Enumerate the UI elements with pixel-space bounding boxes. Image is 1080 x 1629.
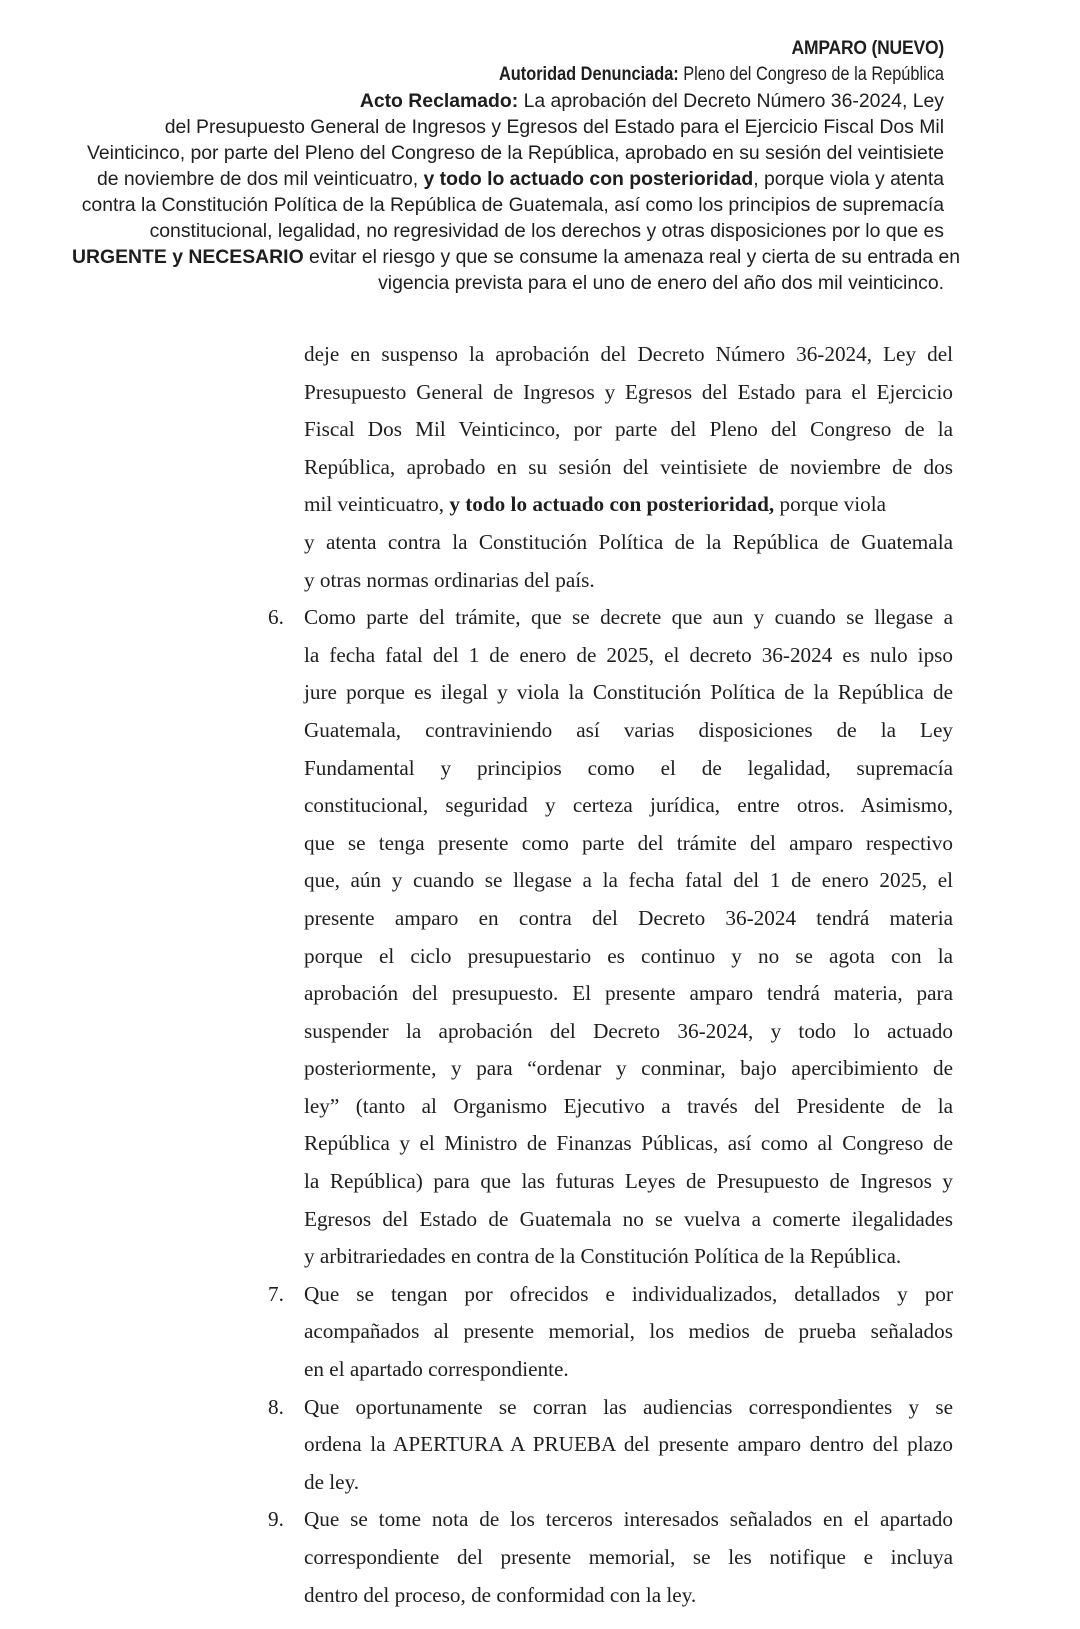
list-item: 6. Como parte del trámite, que se decrete que aun y cuando se llegase a la fecha fatal del 1 de enero de 2025, el decreto 36-2024 es nulo ipso jure porque es ilegal y viola la Constitución Política de la República de Guatemala, contraviniendo así varias disposiciones de la Ley Fundamental y principios como el de legalidad, supremacía constitucional, seguridad y certeza jurídica, entre otros. Asimismo, que se tenga presente como parte del trámite del amparo respectivo que, aún y cuando se llegase a la fecha fatal del 1 de enero 2025, el presente amparo en contra del Decreto 36-2024 tendrá materia porque el ciclo presupuestario es continuo y no se agota con la aprobación del presupuesto. El presente amparo tendrá materia, para suspender la aprobación del Decreto 36-2024, y todo lo actuado posteriormente, y para “ordenar y conminar, bajo apercibimiento de ley” (tanto al Organismo Ejecutivo a través del Presidente de la República y el Ministro de Finanzas Públicas, así como al Congreso de la República) para que las futuras Leyes de Presupuesto de Ingresos y Egresos del Estado de Guatemala no se vuelva a comerte ilegalidades y arbitrariedades en contra de la Constitución Política de la República. bbox=[268, 599, 953, 1276]
list-item: 7. Que se tengan por ofrecidos e individualizados, detallados y por acompañados al presente memorial, los medios de prueba señalados en el apartado correspondiente. bbox=[268, 1276, 953, 1389]
authority-line bbox=[194, 62, 944, 88]
paragraph-line: mil veinticuatro, y todo lo actuado con posterioridad, porque viola bbox=[304, 492, 887, 517]
list-item: 8. Que oportunamente se corran las audiencias correspondientes y se ordena la APERTURA A PRUEBA del presente amparo dentro del plazo de ley. bbox=[268, 1389, 953, 1502]
paragraph-line: Fiscal Dos Mil Veinticinco, por parte del Pleno del Congreso de la bbox=[304, 417, 953, 442]
act-block bbox=[72, 88, 961, 296]
list-item: 9. Que se tome nota de los terceros interesados señalados en el apartado correspondiente del presente memorial, se les notifique e incluya dentro del proceso, de conformidad con la ley. bbox=[268, 1501, 953, 1614]
list-item-number: 7. bbox=[268, 1281, 284, 1306]
act-line: Veinticinco, por parte del Pleno del Congreso de la República, aprobado en su sesión del veintisiete bbox=[87, 142, 944, 164]
paragraph-line: y otras normas ordinarias del país. bbox=[304, 567, 595, 592]
act-line: del Presupuesto General de Ingresos y Egresos del Estado para el Ejercicio Fiscal Dos Mil bbox=[164, 116, 944, 138]
act-line: Acto Reclamado: La aprobación del Decreto Número 36-2024, Ley bbox=[359, 90, 944, 112]
act-line: constitucional, legalidad, no regresividad de los derechos y otras disposiciones por lo que es bbox=[149, 220, 944, 242]
list-item-number: 9. bbox=[268, 1507, 284, 1532]
list-item-number: 6. bbox=[268, 605, 284, 630]
act-label: Acto Reclamado: bbox=[359, 90, 519, 112]
document-header bbox=[72, 36, 961, 296]
act-line: de noviembre de dos mil veinticuatro, y todo lo actuado con posterioridad, porque viola y atenta bbox=[96, 168, 944, 190]
document-body bbox=[268, 336, 953, 1614]
act-line: URGENTE y NECESARIO evitar el riesgo y que se consume la amenaza real y cierta de su entrada en bbox=[72, 246, 961, 268]
paragraph-line: República, aprobado en su sesión del veintisiete de noviembre de dos bbox=[304, 454, 953, 479]
paragraph-line: Presupuesto General de Ingresos y Egresos del Estado para el Ejercicio bbox=[304, 379, 953, 404]
list-item-number: 8. bbox=[268, 1394, 284, 1419]
document-title: AMPARO (NUEVO) bbox=[791, 38, 944, 59]
act-line: vigencia prevista para el uno de enero del año dos mil veinticinco. bbox=[378, 272, 944, 294]
authority-label: Autoridad Denunciada: bbox=[498, 64, 679, 85]
authority-value: Pleno del Congreso de la República bbox=[678, 64, 944, 85]
continued-paragraph bbox=[268, 336, 953, 599]
paragraph-line: deje en suspenso la aprobación del Decreto Número 36-2024, Ley del bbox=[304, 342, 953, 366]
act-line: contra la Constitución Política de la República de Guatemala, así como los principios de supremacía bbox=[81, 194, 944, 216]
paragraph-line: y atenta contra la Constitución Política de la República de Guatemala bbox=[304, 529, 953, 554]
